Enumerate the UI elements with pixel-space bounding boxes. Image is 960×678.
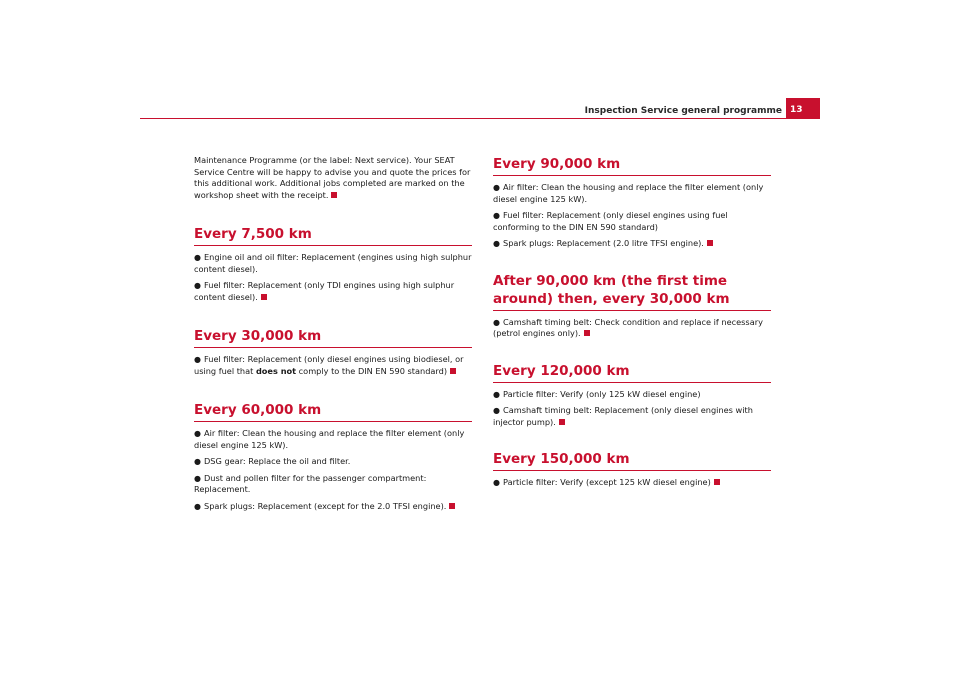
- bullet-icon: ●: [194, 473, 201, 483]
- item-text: Fuel filter: Replacement (only diesel engines using biodiesel, or using fuel that: [194, 354, 464, 376]
- bullet-icon: ●: [194, 281, 201, 290]
- section-every-60000: [194, 401, 472, 512]
- section-every-90000: [493, 155, 771, 250]
- bullet-icon: ●: [493, 183, 500, 192]
- list-item: [493, 210, 771, 233]
- page-header-title: Inspection Service general programme: [584, 106, 782, 116]
- item-text: Fuel filter: Replacement (only TDI engines using high sulphur content diesel).: [194, 280, 455, 302]
- bullet-icon: ●: [194, 501, 201, 511]
- item-text: comply to the DIN EN 590 standard): [296, 365, 448, 376]
- section-after-90000: [493, 272, 771, 340]
- item-text: Particle filter: Verify (except 125 kW diesel engine): [503, 477, 711, 487]
- list-item: [493, 317, 771, 340]
- section-every-120000: [493, 362, 771, 429]
- list-item: [194, 280, 472, 303]
- bullet-icon: ●: [493, 211, 500, 220]
- header-rule: [140, 118, 820, 119]
- bullet-icon: ●: [194, 457, 201, 466]
- bullet-icon: ●: [493, 239, 500, 248]
- left-column: [194, 155, 472, 517]
- item-emphasis: does not: [255, 365, 297, 376]
- bullet-icon: ●: [194, 355, 201, 364]
- section-title: Every 90,000 km: [493, 155, 771, 176]
- section-every-30000: [194, 327, 472, 377]
- section-title: Every 7,500 km: [194, 225, 472, 246]
- right-column: [493, 155, 771, 494]
- end-mark-icon: [707, 240, 713, 246]
- item-text: Engine oil and oil filter: Replacement (engines using high sulphur content diesel).: [194, 252, 472, 274]
- item-list: [493, 389, 771, 429]
- item-text: Fuel filter: Replacement (only diesel engines using fuel conforming to the DIN EN 590 standard): [493, 210, 728, 232]
- section-title: Every 60,000 km: [194, 401, 472, 422]
- end-mark-icon: [261, 294, 267, 300]
- item-text: Camshaft timing belt: Replacement (only diesel engines with injector pump).: [493, 405, 753, 427]
- item-text: Particle filter: Verify (only 125 kW diesel engine): [503, 388, 701, 399]
- list-item: [194, 501, 472, 513]
- item-text: Air filter: Clean the housing and replace the filter element (only diesel engine 125 kW).: [194, 428, 465, 450]
- end-mark-icon: [331, 192, 337, 198]
- section-title: Every 120,000 km: [493, 362, 771, 383]
- bullet-icon: ●: [493, 406, 500, 415]
- section-title: After 90,000 km (the first time around) then, every 30,000 km: [493, 272, 771, 311]
- list-item: [493, 405, 771, 428]
- section-every-7500: [194, 225, 472, 303]
- end-mark-icon: [449, 503, 455, 509]
- end-mark-icon: [450, 368, 456, 374]
- item-text: Air filter: Clean the housing and replace the filter element (only diesel engine 125 kW).: [493, 182, 764, 204]
- bullet-icon: ●: [194, 429, 201, 438]
- item-list: [194, 428, 472, 512]
- item-list: [194, 252, 472, 303]
- bullet-icon: ●: [493, 317, 500, 327]
- bullet-icon: ●: [194, 253, 201, 262]
- list-item: [493, 389, 771, 401]
- intro-paragraph: [194, 155, 472, 201]
- list-item: [194, 252, 472, 275]
- section-title: Every 150,000 km: [493, 450, 771, 471]
- item-list: [493, 182, 771, 250]
- item-text: DSG gear: Replace the oil and filter.: [204, 456, 351, 466]
- bullet-icon: ●: [493, 478, 500, 487]
- item-list: [493, 477, 771, 489]
- intro-text: Maintenance Programme (or the label: Next service). Your SEAT Service Centre will be happy to advise you and quote the prices for this additional work. Additional jobs completed are marked on the workshop sheet with the receipt.: [194, 155, 471, 200]
- list-item: [194, 456, 472, 468]
- bullet-icon: ●: [493, 389, 500, 399]
- end-mark-icon: [584, 330, 590, 336]
- end-mark-icon: [714, 479, 720, 485]
- item-list: [194, 354, 472, 377]
- item-text: Spark plugs: Replacement (2.0 litre TFSI engine).: [503, 238, 704, 248]
- item-text: Dust and pollen filter for the passenger compartment: Replacement.: [194, 472, 427, 494]
- list-item: [194, 428, 472, 451]
- section-title: Every 30,000 km: [194, 327, 472, 348]
- item-list: [493, 317, 771, 340]
- item-text: Camshaft timing belt: Check condition and replace if necessary (petrol engines only).: [493, 316, 763, 338]
- list-item: [194, 473, 472, 496]
- section-every-150000: [493, 450, 771, 489]
- page-number-badge: 13: [786, 98, 820, 118]
- list-item: [493, 238, 771, 250]
- list-item: [194, 354, 472, 377]
- list-item: [493, 477, 771, 489]
- end-mark-icon: [559, 419, 565, 425]
- list-item: [493, 182, 771, 205]
- item-text: Spark plugs: Replacement (except for the 2.0 TFSI engine).: [204, 500, 447, 511]
